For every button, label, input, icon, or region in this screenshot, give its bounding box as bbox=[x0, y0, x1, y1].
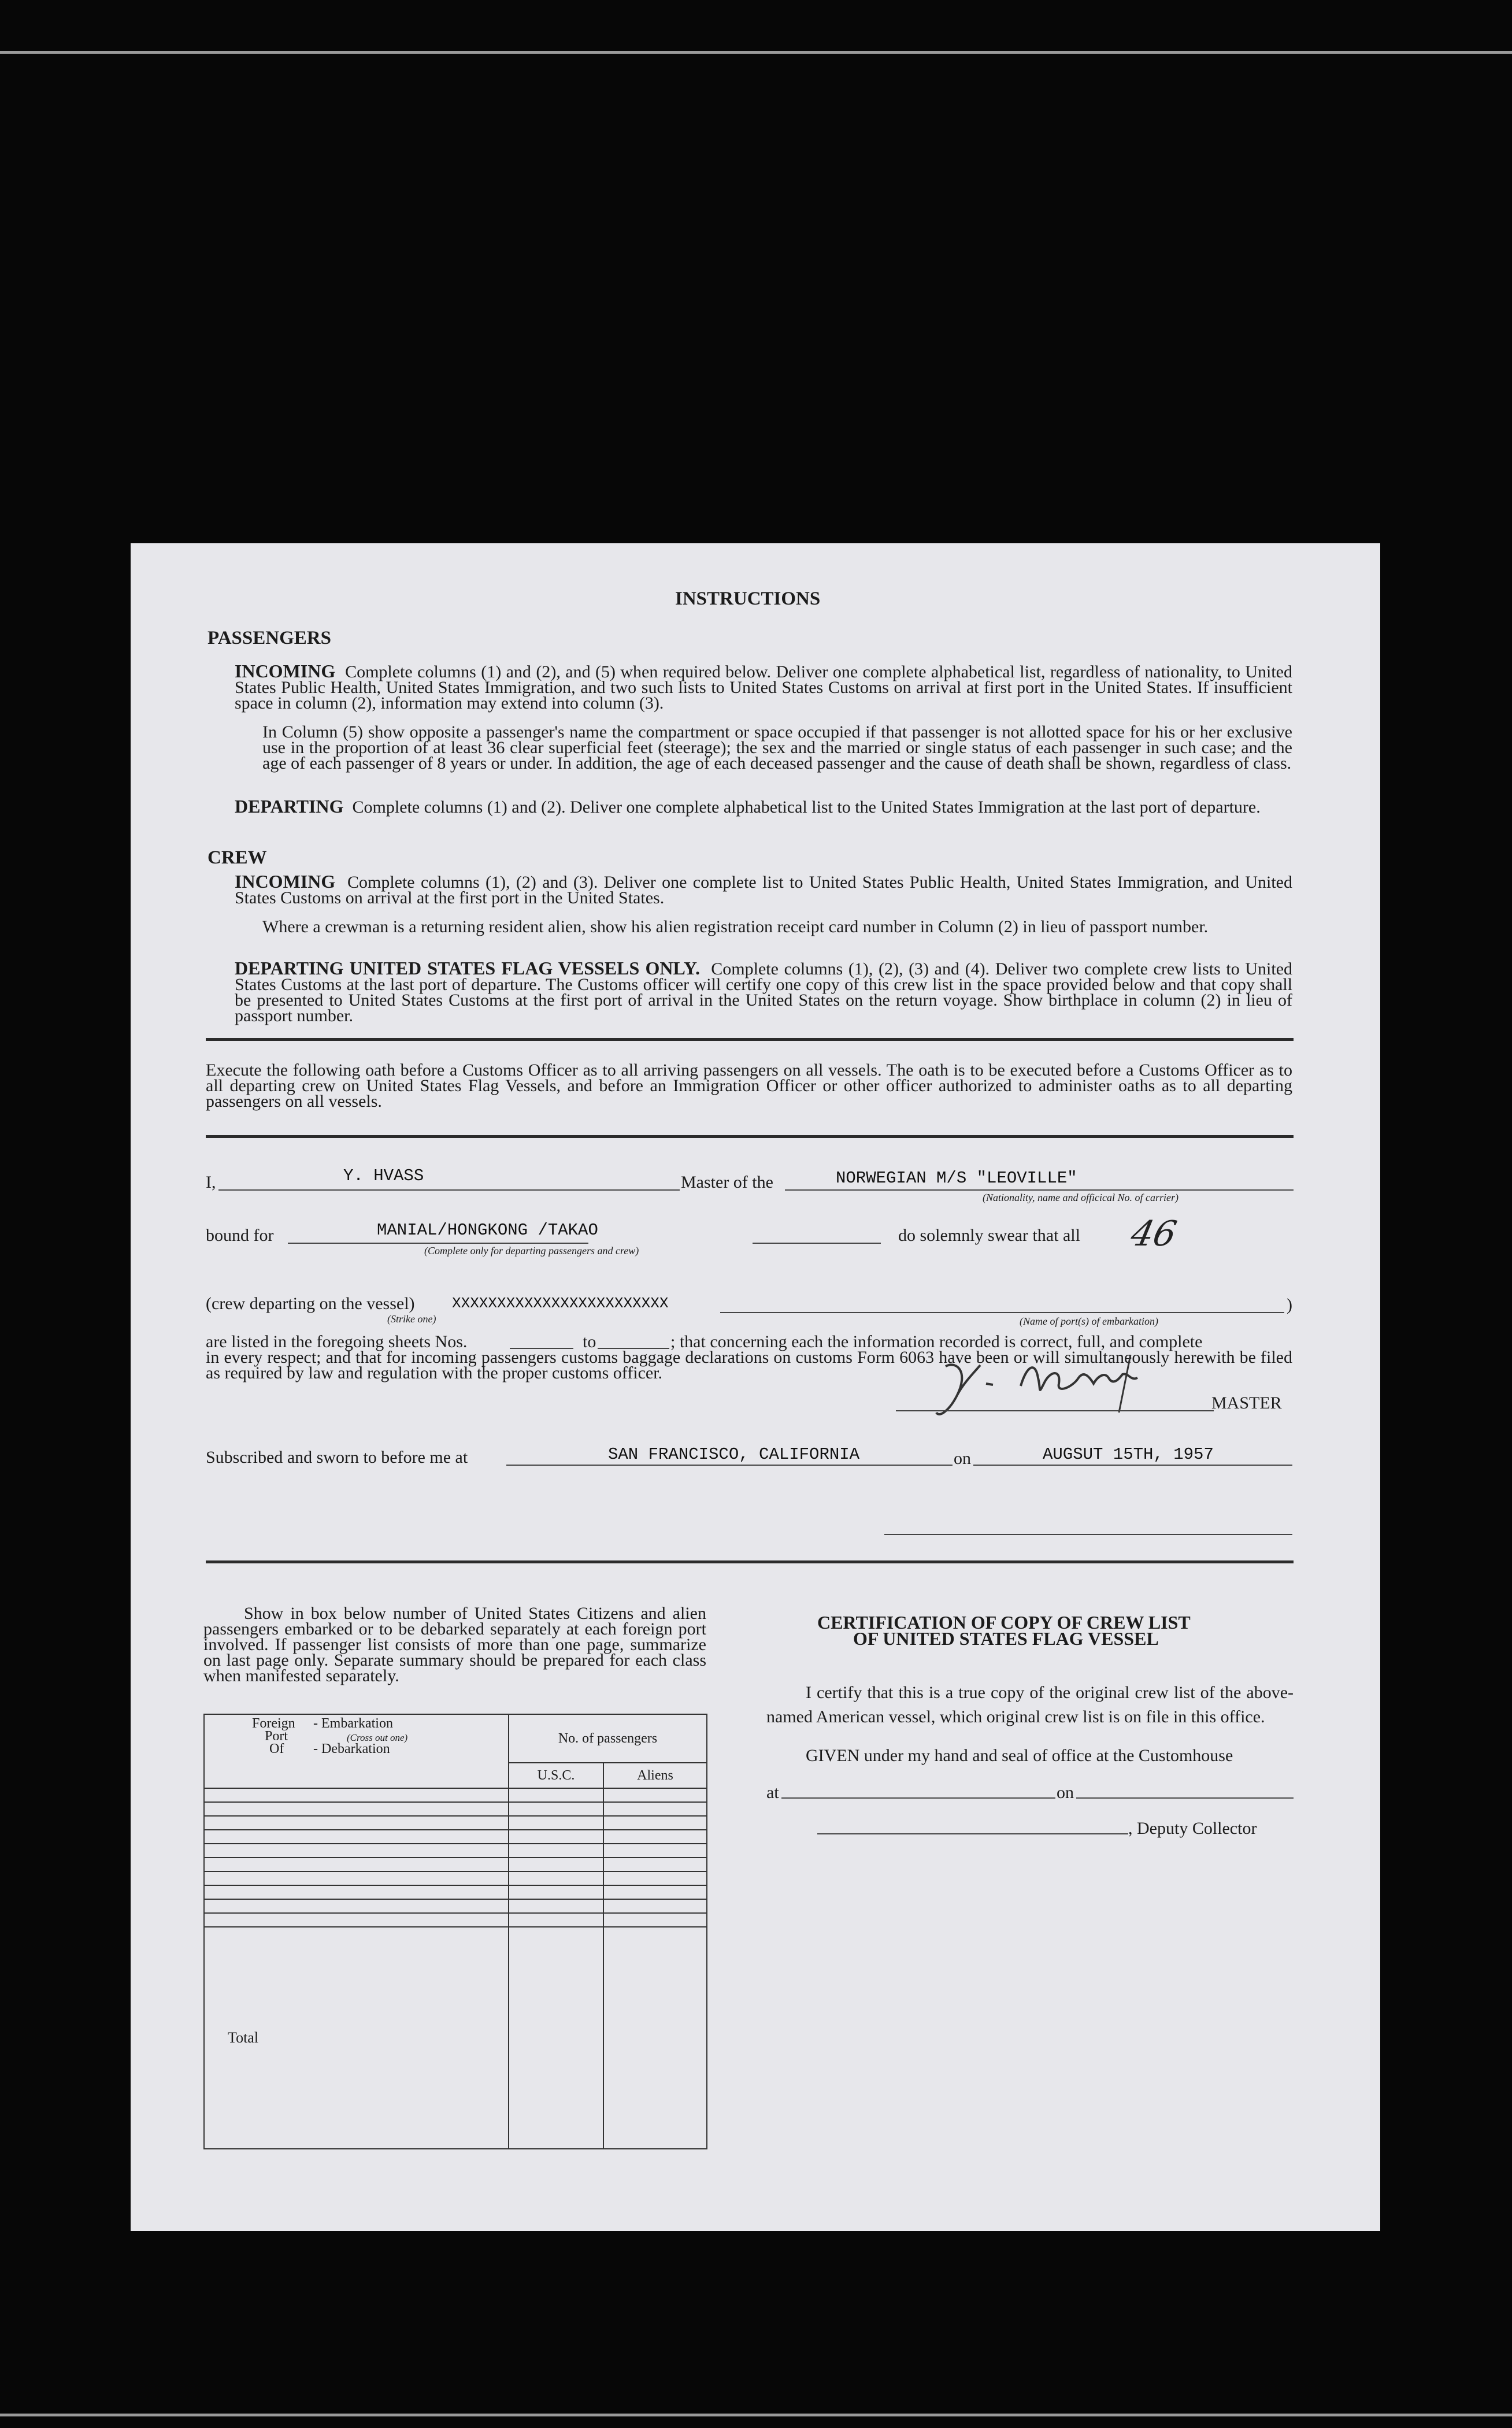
hdr-usc: U.S.C. bbox=[509, 1763, 603, 1788]
oath-i-label: I, bbox=[206, 1173, 216, 1192]
passengers-column5-text: In Column (5) show opposite a passenger's name the compartment or space occupied if that passenger is not allotted space for his or her exclusive use in the proportion of at least 36 clear superficial feet (steerage); the sex and the married or single status of each passenger in such case; and the age of each passenger of 8 years or under. In addition, the age of each deceased passenger and the cause of death shall be shown, regardless of class. bbox=[262, 722, 1292, 773]
bound-for-value: MANIAL/HONGKONG /TAKAO bbox=[377, 1221, 598, 1240]
crew-incoming-text: Complete columns (1), (2) and (3). Deliver one complete list to United States Public Health, United States Immigration, and United States Customs on arrival at the first port in the United States. bbox=[235, 873, 1293, 907]
sworn-date-line bbox=[973, 1465, 1292, 1466]
instructions-title: INSTRUCTIONS bbox=[675, 588, 821, 609]
crew-heading: CREW bbox=[207, 847, 267, 868]
table-row bbox=[204, 1885, 707, 1899]
swear-label: do solemnly swear that all bbox=[898, 1226, 1080, 1245]
bound-for-label: bound for bbox=[206, 1226, 274, 1245]
oath-bottom-rule bbox=[206, 1560, 1294, 1563]
crew-departing-instructions bbox=[235, 958, 1293, 1025]
crew-departing-label: (crew departing on the vessel) bbox=[206, 1294, 415, 1313]
deputy-collector-label: , Deputy Collector bbox=[1128, 1819, 1257, 1838]
cert-at-label: at bbox=[766, 1783, 779, 1802]
crew-departing-text: Complete columns (1), (2), (3) and (4). Deliver two complete crew lists to United States Customs at the last port of departure. The Customs officer will certify one copy of this crew list in the space provided below and that copy shall be presented to United States Customs at the first port of arrival in the United States on the return voyage. Show birthplace in column (2) in lieu of passport number. bbox=[235, 959, 1293, 1025]
sworn-date-value: AUGSUT 15TH, 1957 bbox=[1043, 1445, 1214, 1464]
table-row bbox=[204, 1899, 707, 1913]
table-row bbox=[204, 1830, 707, 1844]
cert-given: GIVEN under my hand and seal of office at the Customhouse bbox=[806, 1746, 1233, 1765]
total-row bbox=[204, 1927, 707, 2149]
hdr-foreign: Foreign bbox=[252, 1716, 295, 1731]
master-label: MASTER bbox=[1211, 1393, 1282, 1413]
table-row bbox=[204, 1788, 707, 1802]
oath-top-rule bbox=[206, 1135, 1294, 1138]
bound-for-line bbox=[288, 1243, 588, 1244]
passengers-incoming-instructions bbox=[235, 663, 1292, 711]
crew-incoming-label: INCOMING bbox=[235, 871, 336, 892]
crew-list-form-page bbox=[131, 543, 1380, 2231]
master-of-label: Master of the bbox=[681, 1173, 773, 1192]
subscribed-label: Subscribed and sworn to before me at bbox=[206, 1448, 468, 1467]
master-name-line bbox=[218, 1189, 680, 1191]
hdr-of: Of bbox=[269, 1741, 284, 1756]
hdr-debarkation: - Debarkation bbox=[313, 1741, 390, 1756]
master-signature bbox=[922, 1343, 1188, 1424]
master-signature-line bbox=[896, 1410, 1214, 1411]
table-row bbox=[204, 1858, 707, 1871]
cert-title-1: CERTIFICATION OF COPY OF CREW LIST bbox=[817, 1612, 1191, 1633]
crew-departing-label: DEPARTING UNITED STATES FLAG VESSELS ONLY. bbox=[235, 958, 701, 978]
table-row bbox=[204, 1871, 707, 1885]
vessel-caption: (Nationality, name and officical No. of carrier) bbox=[983, 1192, 1179, 1203]
port-line bbox=[720, 1312, 1284, 1313]
hdr-cross-out: (Cross out one) bbox=[347, 1732, 408, 1743]
bound-for-line-2 bbox=[753, 1243, 881, 1244]
passenger-count-handwritten: 46 bbox=[1127, 1214, 1180, 1254]
section-rule bbox=[206, 1038, 1294, 1041]
passengers-heading: PASSENGERS bbox=[207, 628, 331, 648]
total-label: Total bbox=[204, 1927, 509, 2149]
table-row bbox=[204, 1802, 707, 1816]
passengers-departing-instructions bbox=[235, 796, 1292, 817]
vessel-value: NORWEGIAN M/S "LEOVILLE" bbox=[836, 1169, 1077, 1188]
table-row bbox=[204, 1913, 707, 1927]
officer-signature-line bbox=[884, 1534, 1292, 1535]
passengers-incoming-text: Complete columns (1) and (2), and (5) when required below. Deliver one complete alphabetical list, regardless of nationality, to United States Public Health, United States Immigration, and two such lists to United States Customs on arrival at first port in the United States. If insufficient space in column (2), information may extend into column (3). bbox=[235, 662, 1292, 713]
oath-intro: Execute the following oath before a Customs Officer as to all arriving passengers on all vessels. The oath is to be executed before a Customs Officer as to all departing crew on United States Flag Vessels, and before an Immigration Officer or other officer authorized to administer oaths as to all departing passengers on all vessels. bbox=[206, 1061, 1292, 1111]
close-paren: ) bbox=[1287, 1295, 1292, 1314]
film-edge-top bbox=[0, 51, 1512, 54]
sworn-place-value: SAN FRANCISCO, CALIFORNIA bbox=[608, 1445, 860, 1464]
passengers-departing-label: DEPARTING bbox=[235, 796, 344, 817]
listed-line1-a: are listed in the foregoing sheets Nos. bbox=[206, 1332, 468, 1351]
passengers-incoming-label: INCOMING bbox=[235, 661, 336, 681]
vessel-line bbox=[785, 1189, 1294, 1191]
hdr-no-passengers: No. of passengers bbox=[509, 1714, 707, 1763]
port-summary-table bbox=[203, 1714, 707, 2149]
listed-rest: in every respect; and that for incoming passengers customs baggage declarations on customs Form 6063 have been or will simultaneously herewith be filed as required by law and regulation with the proper customs officer. bbox=[206, 1348, 1292, 1382]
port-caption: (Name of port(s) of embarkation) bbox=[1020, 1315, 1158, 1327]
crew-incoming-instructions bbox=[235, 871, 1293, 907]
hdr-embarkation: - Embarkation bbox=[313, 1716, 393, 1731]
cert-on-label: on bbox=[1057, 1783, 1074, 1802]
passengers-departing-text: Complete columns (1) and (2). Deliver one complete alphabetical list to the United States Immigration at the last port of departure. bbox=[352, 798, 1261, 817]
cert-title-2: OF UNITED STATES FLAG VESSEL bbox=[853, 1628, 1159, 1649]
crew-departing-struck: XXXXXXXXXXXXXXXXXXXXXXXX bbox=[452, 1295, 669, 1312]
box-instruction: Show in box below number of United States Citizens and alien passengers embarked or to be debarked separately at each foreign port involved. If passenger list consists of more than one page, summarize on last page only. Separate summary should be prepared for each class when manifested separately. bbox=[203, 1604, 706, 1685]
cert-on-line bbox=[1076, 1797, 1294, 1799]
listed-line1-b: ; that concerning each the information recorded is correct, full, and complete bbox=[670, 1332, 1203, 1351]
table-row bbox=[204, 1844, 707, 1858]
deputy-collector-line bbox=[817, 1833, 1128, 1834]
hdr-port: Port bbox=[265, 1729, 288, 1744]
cert-at-line bbox=[781, 1797, 1055, 1799]
sworn-on-label: on bbox=[954, 1449, 971, 1468]
bound-for-caption: (Complete only for departing passengers and crew) bbox=[424, 1245, 639, 1256]
cert-text: I certify that this is a true copy of the original crew list of the above-named American vessel, which original crew list is on file in this office. bbox=[766, 1683, 1294, 1726]
table-row bbox=[204, 1816, 707, 1830]
sworn-place-line bbox=[506, 1465, 953, 1466]
port-header-cell bbox=[204, 1714, 509, 1788]
hdr-aliens: Aliens bbox=[603, 1763, 707, 1788]
crew-resident-text: Where a crewman is a returning resident alien, show his alien registration receipt card number in Column (2) in lieu of passport number. bbox=[262, 917, 1209, 936]
master-name-value: Y. HVASS bbox=[343, 1166, 424, 1185]
strike-one-caption: (Strike one) bbox=[387, 1313, 436, 1325]
listed-line1-to: to bbox=[583, 1332, 596, 1351]
film-edge-bottom bbox=[0, 2414, 1512, 2416]
